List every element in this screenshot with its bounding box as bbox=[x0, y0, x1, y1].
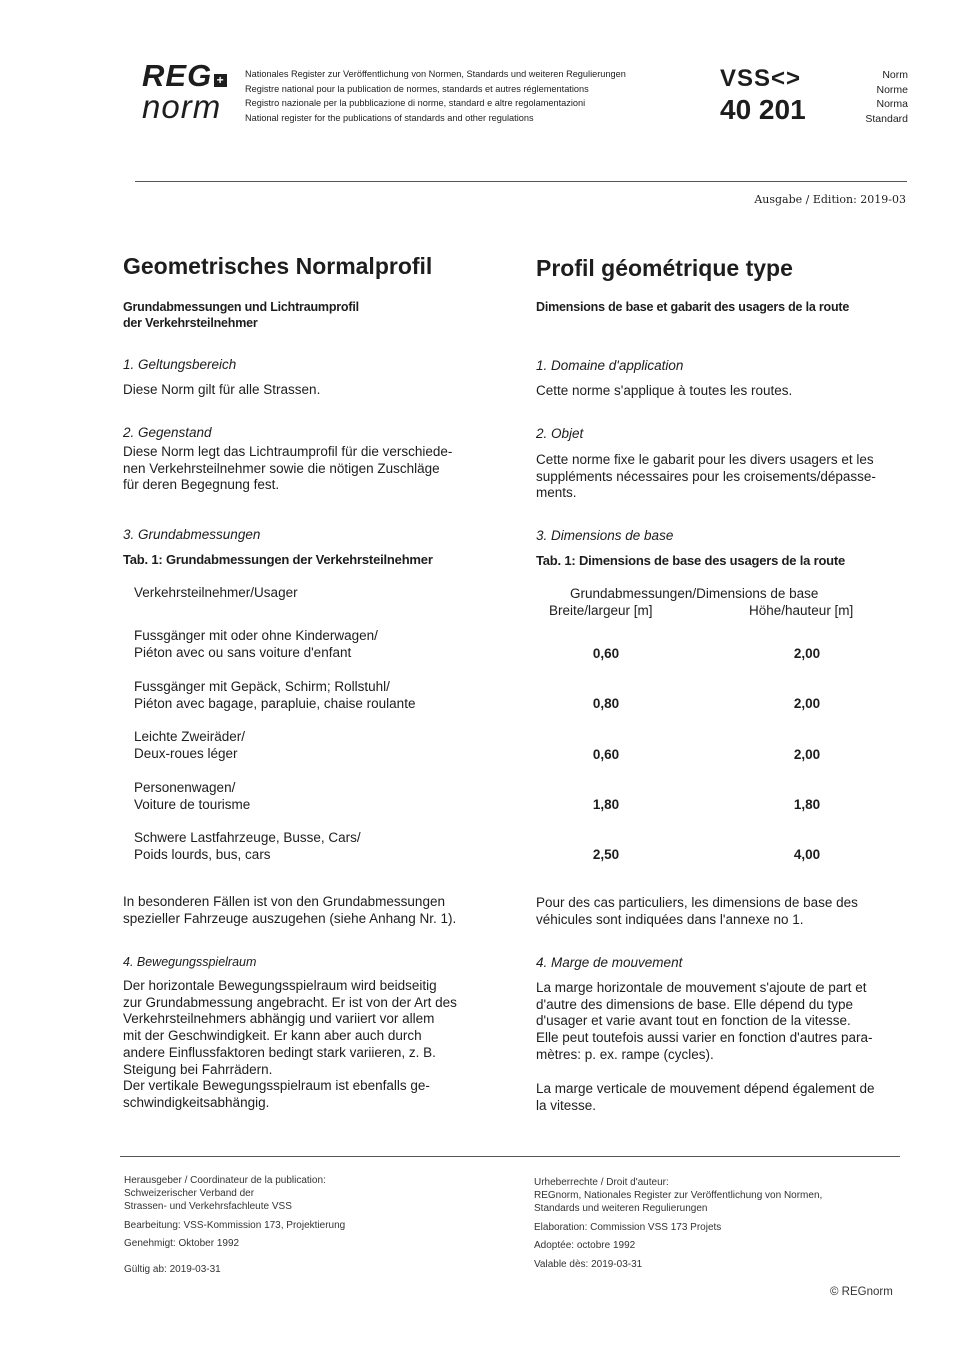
text-line: Der horizontale Bewegungsspielraum wird beidseitig bbox=[123, 978, 437, 993]
row-label-fr: Piéton avec ou sans voiture d'enfant bbox=[134, 645, 352, 660]
footer-valid-from: Gültig ab: 2019-03-31 bbox=[124, 1264, 221, 1275]
de-section-1-heading: 1. Geltungsbereich bbox=[123, 357, 237, 372]
fr-title-text: Profil géométrique type bbox=[536, 255, 793, 281]
document-number: 40 201 bbox=[720, 94, 806, 125]
de-title-text: Geometrisches Normalprofil bbox=[123, 253, 433, 279]
text-line: Elle peut toutefois aussi varier en fonction d'autres para- bbox=[536, 1030, 873, 1046]
text-line: d'usager et varie avant tout en fonction de la vitesse. bbox=[536, 1013, 851, 1029]
row-label-de: Fussgänger mit Gepäck, Schirm; Rollstuhl/ bbox=[134, 679, 390, 694]
footer-line: Standards und weiteren Regulierungen bbox=[534, 1203, 708, 1214]
fr-section-2-text bbox=[536, 452, 908, 502]
row-label-fr: Poids lourds, bus, cars bbox=[134, 847, 271, 862]
row-label-fr: Voiture de tourisme bbox=[134, 797, 251, 812]
de-after-table-text bbox=[123, 894, 495, 927]
footer-divider bbox=[120, 1156, 900, 1157]
text-line: véhicules sont indiquées dans l'annexe no 1. bbox=[536, 911, 804, 927]
doc-type-en: Standard bbox=[865, 112, 908, 125]
text-line: mit der Geschwindigkeit. Er kann aber auch durch bbox=[123, 1028, 422, 1044]
footer-elaboration: Elaboration: Commission VSS 173 Projets bbox=[534, 1222, 722, 1233]
fr-section-4-heading: 4. Marge de mouvement bbox=[536, 955, 683, 970]
doc-type-it: Norma bbox=[876, 98, 908, 110]
text-line: Cette norme fixe le gabarit pour les divers usagers et les bbox=[536, 452, 874, 467]
de-table-title: Tab. 1: Grundabmessungen der Verkehrsteilnehmer bbox=[123, 552, 433, 567]
plus-icon: + bbox=[214, 74, 227, 87]
de-subtitle-line: der Verkehrsteilnehmer bbox=[123, 316, 258, 330]
fr-section-2-heading: 2. Objet bbox=[536, 426, 584, 441]
registry-description bbox=[245, 67, 626, 125]
document-type bbox=[865, 68, 908, 126]
copyright-notice: © REGnorm bbox=[830, 1286, 893, 1298]
vss-logo: VSS<> bbox=[720, 65, 802, 92]
text-line: d'autre des dimensions de base. Elle dépend du type bbox=[536, 996, 854, 1012]
cell-height: 1,80 bbox=[793, 797, 821, 812]
doc-type-fr: Norme bbox=[876, 83, 908, 96]
fr-subtitle: Dimensions de base et gabarit des usagers de la route bbox=[536, 300, 850, 314]
cell-width: 0,80 bbox=[592, 696, 620, 711]
de-section-4-heading: 4. Bewegungsspielraum bbox=[123, 955, 257, 969]
regnorm-logo-top: REG + bbox=[142, 60, 227, 92]
table-header-user: Verkehrsteilnehmer/Usager bbox=[134, 585, 298, 600]
row-label-de: Fussgänger mit oder ohne Kinderwagen/ bbox=[134, 628, 378, 643]
registry-line-en: National register for the publications of standards and other regulations bbox=[245, 112, 534, 123]
registry-line-de: Nationales Register zur Veröffentlichung von Normen, Standards und weiteren Regulierungen bbox=[245, 69, 626, 79]
row-label-fr: Piéton avec bagage, parapluie, chaise roulante bbox=[134, 696, 416, 711]
cell-height: 4,00 bbox=[793, 847, 821, 862]
text-line: für deren Begegnung fest. bbox=[123, 477, 280, 493]
row-label-fr: Deux-roues léger bbox=[134, 746, 238, 761]
text-line: spezieller Fahrzeuge auszugehen (siehe Anhang Nr. 1). bbox=[123, 910, 457, 926]
row-label-de: Personenwagen/ bbox=[134, 780, 236, 795]
footer-line: Herausgeber / Coordinateur de la publication: bbox=[124, 1175, 326, 1186]
row-label bbox=[134, 678, 415, 712]
fr-section-1-heading: 1. Domaine d'application bbox=[536, 358, 684, 373]
table-header-width: Breite/largeur [m] bbox=[549, 603, 653, 618]
row-label bbox=[134, 779, 250, 813]
footer-processing: Bearbeitung: VSS-Kommission 173, Projektierung bbox=[124, 1220, 346, 1231]
text-line: suppléments nécessaires pour les croisements/dépasse- bbox=[536, 468, 876, 484]
registry-line-it: Registro nazionale per la pubblicazione di norme, standard e altre regolamentazioni bbox=[245, 98, 586, 108]
de-section-2-heading: 2. Gegenstand bbox=[123, 425, 212, 440]
row-label bbox=[134, 728, 245, 762]
fr-after-table-text bbox=[536, 895, 908, 928]
text-line: In besonderen Fällen ist von den Grundabmessungen bbox=[123, 894, 445, 909]
footer-line: REGnorm, Nationales Register zur Veröffentlichung von Normen, bbox=[534, 1190, 823, 1201]
cell-width: 1,80 bbox=[592, 797, 620, 812]
fr-section-4-text bbox=[536, 980, 908, 1064]
text-line: andere Einflussfaktoren bedingt stark variieren, z. B. bbox=[123, 1044, 436, 1060]
row-label-de: Leichte Zweiräder/ bbox=[134, 729, 246, 744]
footer-publisher bbox=[124, 1174, 326, 1213]
row-label bbox=[134, 829, 361, 863]
fr-section-3-heading: 3. Dimensions de base bbox=[536, 528, 674, 543]
footer-line: Schweizerischer Verband der bbox=[124, 1188, 255, 1199]
registry-line-fr: Registre national pour la publication de normes, standards et autres réglementations bbox=[245, 83, 589, 94]
footer-line: Strassen- und Verkehrsfachleute VSS bbox=[124, 1201, 292, 1212]
text-line: La marge horizontale de mouvement s'ajoute de part et bbox=[536, 980, 867, 995]
text-line: la vitesse. bbox=[536, 1097, 597, 1113]
cell-width: 2,50 bbox=[592, 847, 620, 862]
text-line: zur Grundabmessung angebracht. Er ist von der Art des bbox=[123, 994, 457, 1010]
text-line: Pour des cas particuliers, les dimensions de base des bbox=[536, 895, 858, 910]
de-section-2-text bbox=[123, 444, 495, 494]
regnorm-logo-bottom: norm bbox=[142, 88, 222, 125]
de-subtitle bbox=[123, 299, 495, 331]
cell-height: 2,00 bbox=[793, 646, 821, 661]
doc-type-de: Norm bbox=[882, 69, 908, 81]
de-section-4-text bbox=[123, 978, 495, 1112]
cell-width: 0,60 bbox=[592, 747, 620, 762]
de-subtitle-line: Grundabmessungen und Lichtraumprofil bbox=[123, 300, 359, 314]
fr-section-4-text-2 bbox=[536, 1081, 908, 1114]
text-line: Der vertikale Bewegungsspielraum ist ebenfalls ge- bbox=[123, 1078, 430, 1094]
footer-copyright-holder bbox=[534, 1176, 822, 1215]
fr-title bbox=[536, 254, 908, 282]
de-section-1-text: Diese Norm gilt für alle Strassen. bbox=[123, 382, 321, 397]
fr-table-title: Tab. 1: Dimensions de base des usagers de la route bbox=[536, 553, 846, 568]
footer-line: Urheberrechte / Droit d'auteur: bbox=[534, 1177, 669, 1188]
de-title bbox=[123, 252, 495, 280]
fr-section-1-text: Cette norme s'applique à toutes les routes. bbox=[536, 383, 793, 398]
table-header-height: Höhe/hauteur [m] bbox=[749, 603, 854, 618]
cell-height: 2,00 bbox=[793, 747, 821, 762]
text-line: La marge verticale de mouvement dépend également de bbox=[536, 1081, 875, 1096]
cell-width: 0,60 bbox=[592, 646, 620, 661]
text-line: Steigung bei Fahrrädern. bbox=[123, 1061, 273, 1077]
footer-approved: Genehmigt: Oktober 1992 bbox=[124, 1238, 240, 1249]
text-line: ments. bbox=[536, 485, 577, 501]
table-header-dimensions: Grundabmessungen/Dimensions de base bbox=[570, 586, 819, 601]
text-line: mètres: p. ex. rampe (cycles). bbox=[536, 1046, 714, 1062]
text-line: Diese Norm legt das Lichtraumprofil für die verschiede- bbox=[123, 444, 453, 459]
cell-height: 2,00 bbox=[793, 696, 821, 711]
de-section-3-heading: 3. Grundabmessungen bbox=[123, 527, 261, 542]
header-divider bbox=[135, 181, 907, 182]
row-label-de: Schwere Lastfahrzeuge, Busse, Cars/ bbox=[134, 830, 361, 845]
edition-label: Ausgabe / Edition: 2019-03 bbox=[754, 193, 906, 206]
row-label bbox=[134, 627, 378, 661]
footer-valid-from-fr: Valable dès: 2019-03-31 bbox=[534, 1259, 643, 1270]
text-line: Verkehrsteilnehmers abhängig und variiert vor allem bbox=[123, 1011, 435, 1027]
text-line: nen Verkehrsteilnehmer sowie die nötigen Zuschläge bbox=[123, 460, 440, 476]
text-line: schwindigkeitsabhängig. bbox=[123, 1094, 270, 1110]
footer-adopted: Adoptée: octobre 1992 bbox=[534, 1240, 636, 1251]
